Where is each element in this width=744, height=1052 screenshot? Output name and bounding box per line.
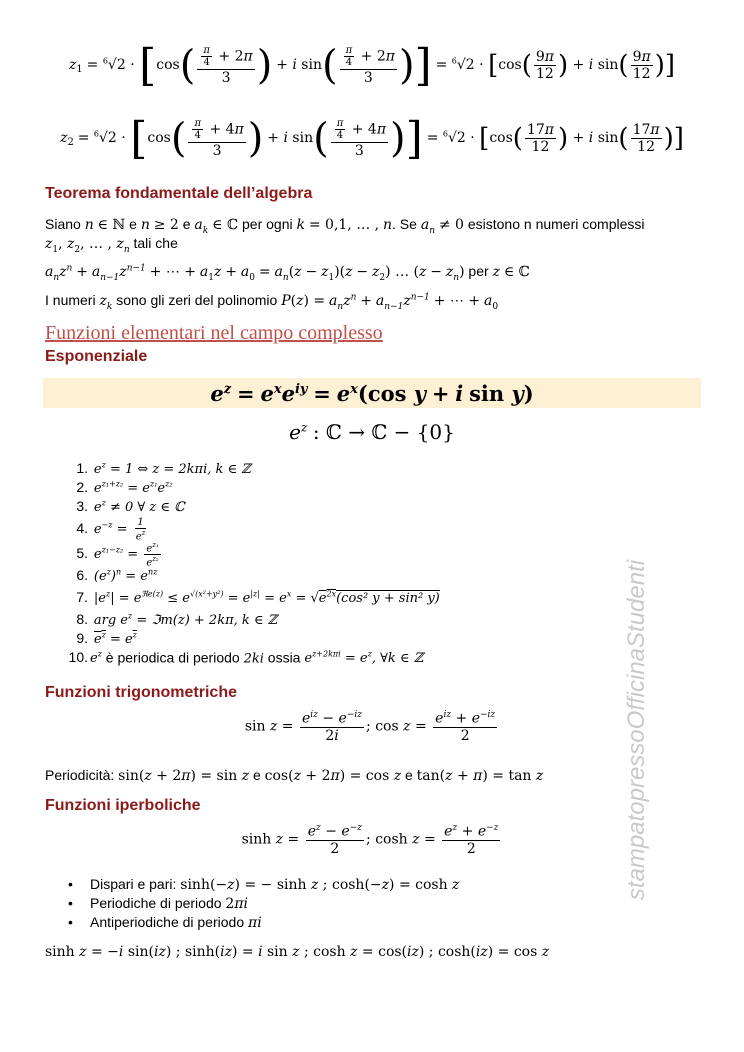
list-item: 2. $e^{z_1+z_2} = e^{z_1}e^{z_2}$ [76,479,173,497]
trig-periodicity: Periodicità: sin(z + 2π) = sin z e cos(z + 2π) = cos z e tan(z + π) = tan z [45,767,544,784]
trig-formula: sin z = $\frac{e^{iz} - e^{-iz}}{2i}$ ; cos z = $\frac{e^{iz} + e^{-iz}}{2}$ [244,710,496,744]
chapter-title: Funzioni elementari nel campo complesso [45,322,383,344]
teorema-line-4: I numeri $z_k$ sono gli zeri del polinomio $P(z) = a_nz^n + a_{n-1}z^{n-1}$ + ⋯ + $a_0$ [45,292,499,312]
list-item: 8. arg $e^z$ = ℑm(z) + 2kπ, k ∈ ℤ [76,611,278,629]
list-item: 3. $e^z \ne 0$ ∀ z ∈ ℂ [76,498,185,516]
list-item: 1. $e^z = 1$ ⇔ z = 2kπi, k ∈ ℤ [76,460,251,478]
exp-main-formula: $e^z = e^xe^{iy} = e^x(\cos$ y + i sin y) [210,381,534,406]
iperb-last-line: sinh z = −i sin(iz) ; sinh(iz) = i sin z ; cosh z = cos(iz) ; cosh(iz) = cos z [45,944,550,960]
list-item: 7. $|e^z| = e^{ℜe(z)} \le e^{√(x^2+y^2)} = e^{|z|} = e^x = √e^{2x}(\cos^2$ y + sin² y) [76,589,440,607]
exp-properties-list [45,456,440,667]
heading-iperb: Funzioni iperboliche [45,797,201,814]
list-item: 10. $e^z$ è periodica di periodo 2ki ossia $e^{z+2k\pi i} = e^z$, ∀k ∈ ℤ [68,649,424,667]
formula-z2: $z_2 = ^6√2 \cdot [\cos$( $\frac{\pi}{4}$ + 4π 3 ) + i sin( $\frac{\pi}{4}$ + 4π 3 )] = $^6$√2 · [cos( $\frac{17\pi}{12}$ ) + i sin( $\frac{17\pi}{12}$ )] [60,113,684,164]
list-item: • Dispari e pari: sinh(−z) = − sinh z ; cosh(−z) = cosh z [68,875,459,894]
heading-trig: Funzioni trigonometriche [45,684,237,701]
list-item: 5. $e^{z_1-z_2}$ = $\frac{e^{z_1}}{e^{z_2}}$ [76,540,159,569]
watermark: stampatopressoOfficinaStudenti [623,559,650,901]
heading-teorema: Teorema fondamentale dell’algebra [45,185,313,202]
list-item: 6. $(e^z)^n = e^{nz}$ [76,567,158,585]
list-item: • Antiperiodiche di periodo πi [68,913,459,932]
iperb-bullets [68,875,459,932]
list-item: 4. $e^{-z}$ = $\frac{1}{e^z}$ [76,516,146,543]
list-item: 9. $e^z = e^{\overline{z}}$ [76,630,137,648]
heading-esponenziale: Esponenziale [45,348,148,365]
iperb-formula: sinh z = $\frac{e^z - e^{-z}}{2}$ ; cosh z = $\frac{e^z + e^{-z}}{2}$ [241,823,499,857]
exp-mapping: $e^z$ : ℂ → ℂ − {0} [289,420,455,444]
formula-z1: $z_1 = ^6√2 \cdot [\cos$( $\frac{\pi}{4}$ + 2π 3 ) + i sin( $\frac{\pi}{4}$ + 2π 3 )] = $^6$√2 · [cos( $\frac{9\pi}{12}$ ) + i sin( $\frac{9\pi}{12}$ )] [68,40,675,91]
teorema-line-1: Siano n ∈ ℕ e n ≥ 2 e $a_k$ ∈ ℂ per ogni k = 0,1, … , n. Se $a_n \ne 0$ esistono n numeri complessi [45,216,645,236]
periodicity-label: Periodicità: [45,767,115,783]
teorema-line-3: $a_nz^n + a_{n-1}z^{n-1}$ + ⋯ + $a_1z + a_0 = a_n(z - z_1)(z - z_2)$ … $(z - z_n)$ per z ∈ ℂ [45,263,530,283]
teorema-line-2: $z_1$, $z_2$, … , $z_n$ tali che [45,235,178,255]
list-item: • Periodiche di periodo 2πi [68,894,459,913]
